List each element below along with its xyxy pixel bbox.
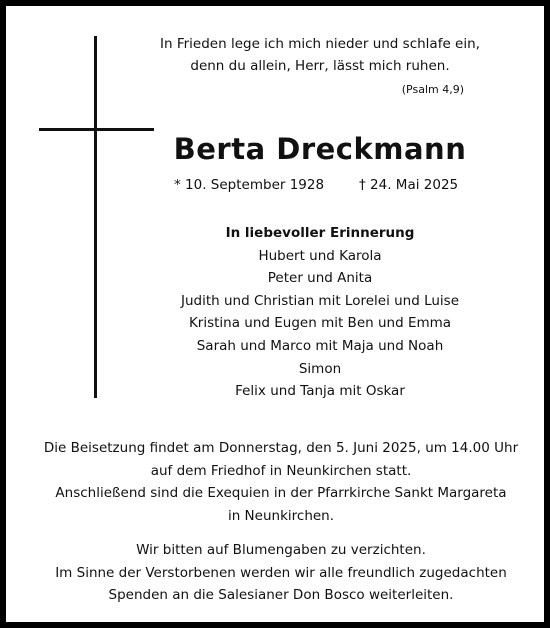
family-member: Peter und Anita [267, 270, 373, 287]
verse-line-1: In Frieden lege ich mich nieder und schlafe ein, [160, 36, 480, 52]
cross-horizontal-bar [39, 128, 154, 131]
verse-source: (Psalm 4,9) [401, 83, 464, 96]
family-heading: In liebevoller Erinnerung [225, 225, 415, 241]
family-member: Sarah und Marco mit Maja und Noah [196, 337, 444, 354]
family-member: Kristina und Eugen mit Ben und Emma [188, 315, 452, 332]
verse-line-2: denn du allein, Herr, lässt mich ruhen. [190, 58, 450, 74]
cross-vertical-bar [94, 36, 97, 398]
donation-line: Wir bitten auf Blumengaben zu verzichten. [136, 542, 426, 558]
family-member: Felix und Tanja mit Oskar [235, 383, 405, 400]
deceased-name: Berta Dreckmann [173, 132, 467, 166]
family-member: Hubert und Karola [258, 247, 382, 264]
funeral-details [26, 437, 536, 527]
funeral-line: Anschließend sind die Exequien in der Pfarrkirche Sankt Margareta [55, 485, 507, 502]
funeral-line: auf dem Friedhof in Neunkirchen statt. [150, 462, 412, 479]
family-member: Simon [298, 360, 342, 377]
family-member: Judith und Christian mit Lorelei und Luise [180, 292, 460, 309]
birth-date: * 10. September 1928 [174, 177, 325, 193]
funeral-line: Die Beisetzung findet am Donnerstag, den 5. Juni 2025, um 14.00 Uhr [43, 440, 519, 456]
funeral-line: in Neunkirchen. [227, 507, 335, 524]
donation-line: Spenden an die Salesianer Don Bosco weiterleiten. [108, 587, 454, 604]
death-date: † 24. Mai 2025 [359, 177, 459, 193]
donation-line: Im Sinne der Verstorbenen werden wir alle freundlich zugedachten [55, 564, 507, 581]
donation-request [26, 539, 536, 607]
family-list [156, 222, 484, 403]
